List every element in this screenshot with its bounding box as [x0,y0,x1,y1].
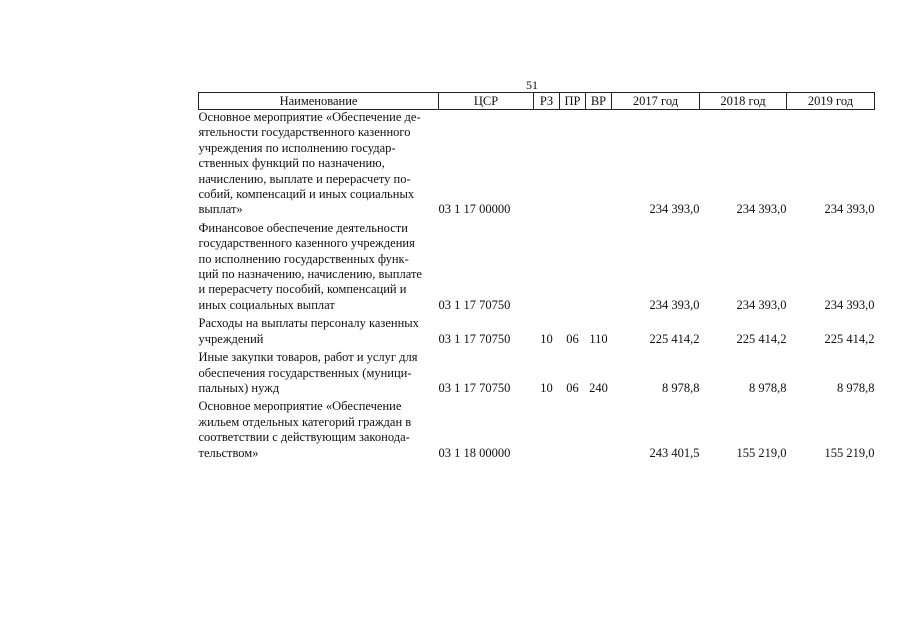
row-value-2018: 234 393,0 [736,297,787,312]
row-vr [586,110,612,221]
row-pr [560,399,586,464]
row-name: Основное мероприятие «Обеспечение де- ятельности государственного казенного учреждения по исполнению государ- ственных функций по назначению, начислению, выплате и перерасчету по- собий, компенсаций и иных социальных выплат» [198,110,421,217]
row-vr [586,221,612,316]
row-csr: 03 1 17 70750 [438,331,511,346]
row-vr: 110 [589,331,608,346]
row-name: Финансовое обеспечение деятельности государственного казенного учреждения по исполнению государственных функ- ций по назначению, начислению, выплате и перерасчету пособий, компенсаций и иных социальных выплат [198,220,422,312]
row-value-2019: 225 414,2 [824,331,875,346]
column-header-2018: 2018 год [700,93,787,110]
table-row [199,316,875,350]
column-header-pr: ПР [560,93,586,110]
table-row [199,221,875,316]
row-pr: 06 [566,331,579,346]
row-value-2017: 234 393,0 [649,202,700,217]
row-value-2017: 243 401,5 [649,445,700,460]
row-name: Расходы на выплаты персоналу казенных учреждений [198,316,419,346]
row-csr: 03 1 18 00000 [438,445,511,460]
row-csr: 03 1 17 70750 [438,380,511,395]
row-rz: 10 [540,380,553,395]
table-row [199,399,875,464]
row-rz [534,110,560,221]
row-csr: 03 1 17 70750 [438,297,511,312]
row-pr [560,110,586,221]
column-header-rz: РЗ [534,93,560,110]
row-csr: 03 1 17 00000 [438,202,511,217]
row-vr: 240 [589,380,608,395]
row-value-2018: 8 978,8 [749,380,787,395]
header-row [199,93,875,110]
row-rz [534,221,560,316]
row-value-2018: 225 414,2 [736,331,787,346]
row-pr: 06 [566,380,579,395]
row-name: Основное мероприятие «Обеспечение жильем отдельных категорий граждан в соответствии с действующим законода- тельством» [198,399,412,460]
column-header-vr: ВР [586,93,612,110]
column-header-csr: ЦСР [439,93,534,110]
column-header-2017: 2017 год [612,93,700,110]
row-rz: 10 [540,331,553,346]
row-name: Иные закупки товаров, работ и услуг для обеспечения государственных (муници- пальных) нужд [198,350,418,395]
column-header-2019: 2019 год [787,93,875,110]
row-value-2019: 234 393,0 [824,297,875,312]
row-pr [560,221,586,316]
table-row [199,350,875,399]
row-value-2017: 234 393,0 [649,297,700,312]
row-value-2019: 234 393,0 [824,202,875,217]
row-vr [586,399,612,464]
budget-table [198,92,875,464]
row-value-2019: 8 978,8 [837,380,875,395]
row-value-2018: 234 393,0 [736,202,787,217]
page-number: 51 [526,78,538,92]
row-rz [534,399,560,464]
table-row [199,110,875,221]
row-value-2017: 8 978,8 [662,380,700,395]
row-value-2019: 155 219,0 [824,445,875,460]
row-value-2017: 225 414,2 [649,331,700,346]
row-value-2018: 155 219,0 [736,445,787,460]
column-header-name: Наименование [199,93,439,110]
